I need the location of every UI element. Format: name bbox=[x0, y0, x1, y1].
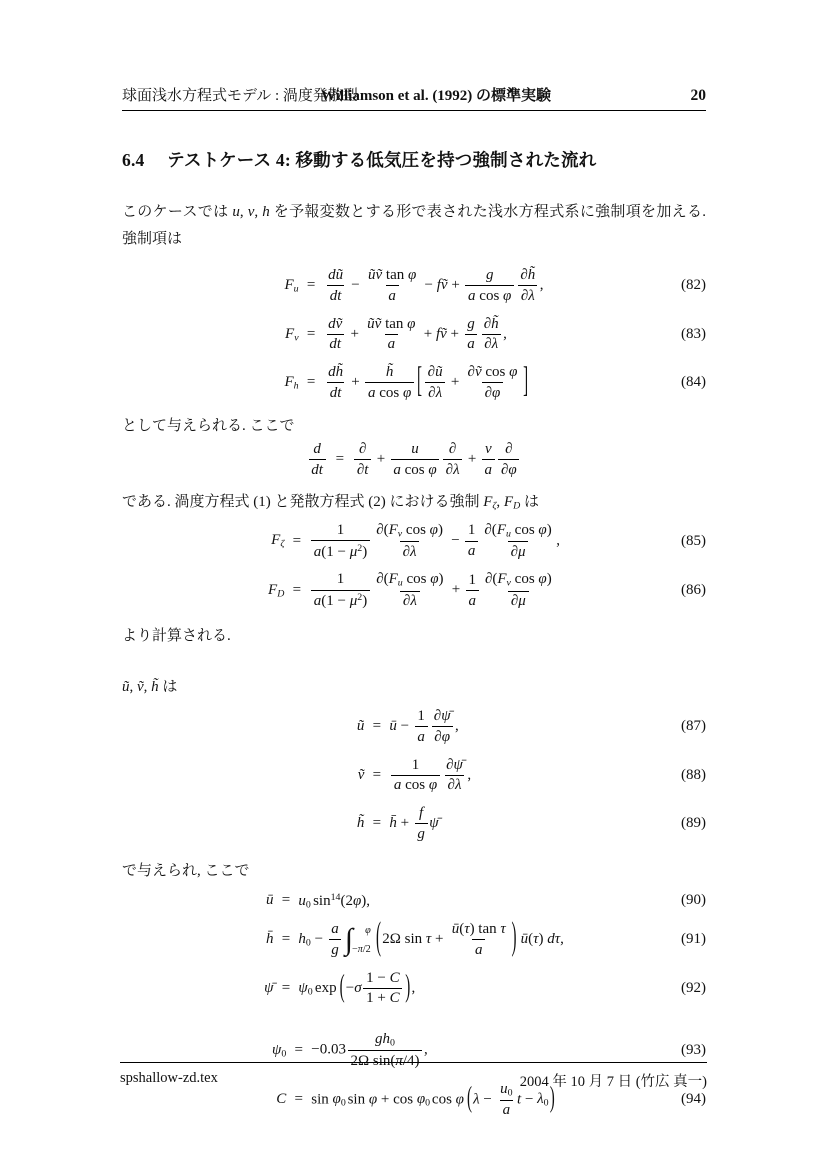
equation-rhs: $\frac{1}{a(1 - \mu^2)}$ $\frac{\text{∂(Fu cos φ)}}{\partial\lambda}$ + $\frac{1}{a}$ $\frac{\text{∂(Fv cos φ)}}{\partial\mu}$ bbox=[309, 571, 556, 610]
equals-sign: = bbox=[306, 374, 316, 391]
equation-lhs: Fh bbox=[284, 374, 299, 392]
equation-number-89: (89) bbox=[681, 815, 706, 832]
equation-rhs: u0 $\sin^{14}(2\varphi)$, bbox=[298, 891, 371, 911]
equation-lhs: ũ bbox=[356, 718, 365, 735]
equation-number-87: (87) bbox=[681, 718, 706, 735]
equation-number-94: (94) bbox=[681, 1091, 706, 1108]
equals-sign: = bbox=[281, 892, 291, 909]
equals-sign: = bbox=[372, 815, 382, 832]
equation-lhs: Fu bbox=[284, 277, 299, 295]
equals-sign: = bbox=[281, 979, 291, 996]
page-number: 20 bbox=[690, 87, 706, 104]
equals-sign: = bbox=[294, 1041, 303, 1058]
equation-rhs: $\frac{dh̃}{dt}$ + $\frac{h̃}{\text{a cos φ}}$ [ $\frac{\partial ũ}{\partial\lambda}$ + $\frac{\text{∂ṽ cos φ}}{\partial\varphi}$ ] bbox=[328, 362, 529, 401]
equation-lhs: Fv bbox=[285, 325, 299, 344]
equation-number-82: (82) bbox=[681, 277, 706, 294]
equals-sign: = bbox=[372, 766, 382, 783]
equation-number-90: (90) bbox=[681, 892, 706, 909]
text-dearu: である. 渦度方程式 (1) と発散方程式 (2) における強制 Fζ, FD は bbox=[122, 494, 539, 512]
equals-sign: = bbox=[292, 582, 302, 599]
equation-rhs: $\frac{1}{a(1 - \mu^2)}$ $\frac{\text{∂(Fv cos φ)}}{\partial\lambda}$ − $\frac{1}{a}$ $\frac{\text{∂(Fu cos φ)}}{\partial\mu}$ , bbox=[309, 522, 560, 561]
equation-lhs: ṽ bbox=[357, 766, 365, 783]
equation-group-87-89 bbox=[122, 708, 706, 843]
equation-number-93: (93) bbox=[681, 1041, 706, 1058]
equation-lhs: C bbox=[276, 1091, 287, 1108]
section-heading bbox=[122, 147, 706, 172]
equation-rhs: ψ0 exp (−σ $\frac{1 - C}{1 + C}$ ), bbox=[298, 969, 416, 1007]
equation-rhs: sin φ0 sin φ + cos φ0 cos φ (λ − $\frac{u0}{a}$ t − λ0) bbox=[311, 1080, 555, 1119]
equation-rhs: −0.03 $\frac{gh0}{\text{2Ω sin(π/4)}}$ , bbox=[311, 1031, 428, 1069]
equation-lhs: h̃ bbox=[356, 815, 365, 832]
text-given-here: として与えられる. ここで bbox=[122, 417, 295, 434]
equation-group-85-86 bbox=[122, 522, 706, 610]
equation-rhs: $\frac{\partial}{\partial t}$ + $\frac{u}{\text{a cos φ}}$ $\frac{\partial}{\partial\lambda}$ + $\frac{v}{a}$ $\frac{\partial}{\partial\varphi}$ bbox=[352, 441, 521, 479]
running-head-title-latin: Williamson et al. (1992) の標準実験 bbox=[320, 88, 552, 104]
page-footer bbox=[120, 1062, 707, 1091]
footer-date-author: 2004 年 10 月 7 日 (竹広 真一) bbox=[519, 1074, 707, 1090]
equation-rhs: h0 − $\frac{a}{g}$ ∫ φ −π/2 (2Ω sin τ + $\frac{\text{ū(τ) tan τ}}{a}$ ) ū(τ) dτ, bbox=[298, 917, 564, 960]
equation-rhs: $\frac{dũ}{dt}$ − $\frac{\text{ũṽ tan φ}}{a}$ − fṽ + $\frac{g}{\text{a cos φ}}$ $\frac{\partial h̃}{\partial\lambda}$ , bbox=[328, 267, 544, 304]
equation-rhs: ū − $\frac{1}{a}$ $\frac{\partial\psī}{\partial\varphi}$ , bbox=[389, 707, 459, 745]
equation-number-83: (83) bbox=[681, 325, 706, 342]
equation-rhs: h̄ + $\frac{f}{g}$ ψ̄ bbox=[389, 805, 439, 842]
equals-sign: = bbox=[281, 931, 291, 948]
text-deatae: で与えられ, ここで bbox=[122, 862, 250, 879]
footer-filename: spshallow-zd.tex bbox=[120, 1070, 218, 1086]
equation-number-85: (85) bbox=[681, 532, 706, 549]
equals-sign: = bbox=[306, 277, 316, 294]
equals-sign: = bbox=[306, 325, 316, 342]
equation-lhs: ψ̄ bbox=[264, 979, 274, 996]
equation-lhs: FD bbox=[268, 581, 285, 600]
equation-lhs: Fζ bbox=[271, 532, 285, 550]
equation-lhs: $\frac{d}{dt}$ bbox=[307, 441, 328, 479]
equals-sign: = bbox=[335, 451, 345, 468]
equals-sign: = bbox=[292, 532, 302, 549]
equation-number-91: (91) bbox=[681, 931, 706, 948]
equation-rhs: $\frac{\text{dṽ}}{dt}$ + $\frac{\text{ũṽ tan φ}}{a}$ + fṽ + $\frac{g}{a}$ $\frac{\partial h̃}{\partial\lambda}$ , bbox=[328, 315, 507, 353]
equation-number-92: (92) bbox=[681, 979, 706, 996]
equation-material-derivative bbox=[122, 441, 706, 479]
equation-group-82-84 bbox=[122, 267, 706, 402]
equation-number-84: (84) bbox=[681, 374, 706, 391]
equals-sign: = bbox=[294, 1091, 303, 1108]
equation-lhs: ψ0 bbox=[272, 1041, 287, 1060]
running-head-title-jp: 球面浅水方程式モデル : 渦度発散型 bbox=[122, 88, 358, 104]
equation-lhs: h̄ bbox=[265, 931, 274, 948]
page-content bbox=[122, 84, 706, 1119]
equation-number-86: (86) bbox=[681, 582, 706, 599]
equation-lhs: ū bbox=[265, 892, 274, 909]
equals-sign: = bbox=[372, 718, 382, 735]
text-yori: より計算される. bbox=[122, 627, 231, 644]
text-uvh: ũ, ṽ, h̃ は bbox=[122, 678, 178, 695]
paragraph-intro: このケースでは u, v, h を予報変数とする形で表された浅水方程式系に強制項を加える. 強制項は bbox=[122, 204, 706, 247]
equation-rhs: $\frac{1}{\text{a cos φ}}$ $\frac{\partial\psī}{\partial\lambda}$ , bbox=[389, 757, 471, 795]
section-number: 6.4 bbox=[122, 150, 145, 170]
equation-group-90-92 bbox=[122, 892, 706, 1008]
section-title: テストケース 4: 移動する低気圧を持つ強制された流れ bbox=[167, 150, 597, 170]
running-head bbox=[122, 84, 706, 111]
equation-number-88: (88) bbox=[681, 766, 706, 783]
